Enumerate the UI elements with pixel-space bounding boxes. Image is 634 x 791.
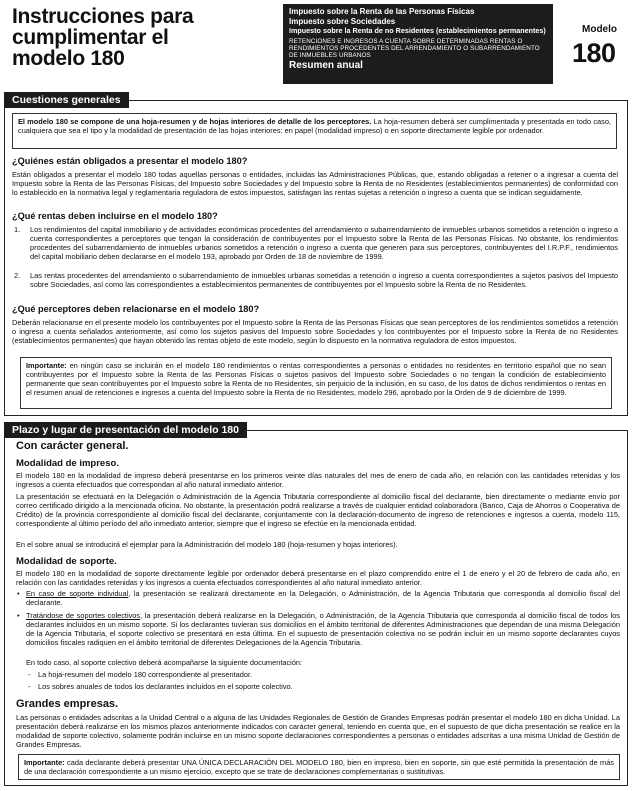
intro-box [12, 113, 617, 149]
modelo-number: 180 [572, 38, 616, 68]
heading-grandes-empresas: Grandes empresas. [16, 698, 119, 710]
question-rentas: ¿Qué rentas deben incluirse en el modelo 180? [12, 211, 218, 221]
question-perceptores: ¿Qué perceptores deben relacionarse en el modelo 180? [12, 304, 260, 314]
rentas-item-1: Los rendimientos del capital inmobiliario y de actividades económicas procedentes del arrendamiento o subarrendamiento de inmuebles urbanos sometidos a retención o ingreso a cuenta correspondientes a perceptores que tengan la consideración de contribuyentes por el Impuesto sobre la Renta de las Personas Físicas. No obstante, los rendimientos procedentes del subarrendamiento de inmuebles urbanos sometidos a retención o ingreso a cuenta que generen para sus perceptores, contribuyentes del I.R.P.F., rendimientos del capital mobiliario deben declararse en el modelo 193, aprobado por Orden de 18 de noviembre de 1999. [30, 225, 618, 261]
tax-line-sociedades: Impuesto sobre Sociedades [289, 16, 396, 26]
tax-description: RETENCIONES E INGRESOS A CUENTA SOBRE DETERMINADAS RENTAS O RENDIMIENTOS PROCEDENTES DEL ARRENDAMIENTO O SUBARRENDAMIENTO DE INMUEBLES URBANOS [289, 37, 540, 59]
bullet-1: • [17, 589, 20, 598]
importante-box-1 [20, 357, 612, 409]
bullet-2: • [17, 611, 20, 620]
question-obligados: ¿Quiénes están obligados a presentar el modelo 180? [12, 156, 248, 166]
document-title [12, 6, 274, 69]
soportes-colectivos-text: , la presentación deberá realizarse en la Delegación, o Administración, de la Agencia Tributaria que corresponda al domicilio fiscal de todos los declarantes incluidos en un mismo soporte. Si los declarantes tuvieran sus domicilios en el ámbito territorial de diferentes Administraciones que dependan de una misma Delegación de la Agencia Tributaria, el soporte colectivo se presentará en esta última. En el supuesto de presentación colectiva no se podrán incluir en un mismo soporte declarantes cuyos domicilios fiscales radiquen en el ámbito territorial de diferentes Delegaciones de la Agencia Tributaria. [26, 611, 620, 647]
title-line-1: Instrucciones para [12, 5, 194, 28]
soporte-para-1: El modelo 180 en la modalidad de soporte directamente legible por ordenador deberá presentarse en el plazo comprendido entre el 1 de enero y el 20 de febrero de cada año, en relación con las cantidades retenidas y los ingresos a cuenta efectuados correspondientes al año natural inmediato anterior. [16, 569, 620, 587]
modelo-label: Modelo [582, 24, 617, 35]
impreso-para-1: El modelo 180 en la modalidad de impreso deberá presentarse en los primeros veinte días naturales del mes de enero de cada año, en relación con las cantidades retenidas y los ingresos a cuenta efectuados que correspondan al año natural inmediato anterior. [16, 471, 620, 489]
soportes-colectivos-label: Tratándose de soportes colectivos [26, 611, 141, 620]
importante-text-1: en ningún caso se incluirán en el modelo 180 rendimientos o rentas correspondientes a personas o entidades no residentes en territorio español que no sean contribuyentes por el Impuesto sobre la Renta de las Personas Físicas o sujetos pasivos del Impuesto sobre Sociedades o no tengan la condición de establecimiento permanente que sean contribuyentes por el Impuesto sobre la Renta de no Residentes, sin perjuicio de la inclusión, en su caso, de los datos de dichos rendimientos o rentas en el resumen anual de retenciones e ingresos a cuenta del Impuesto sobre la Renta de no Residentes, modelo 296, aprobado por la Orden de 9 de diciembre de 1999. [26, 361, 606, 397]
title-line-2: cumplimentar el [12, 26, 169, 49]
para-perceptores: Deberán relacionarse en el presente modelo los contribuyentes por el Impuesto sobre la Renta de las Personas Físicas que sean perceptores de los rendimientos sometidos a retención o ingreso a cuenta señalados anteriormente, así como los sujetos pasivos del Impuesto sobre Sociedades y los contribuyentes por el Impuesto sobre la Renta de no Residentes (establecimientos permanentes) que hayan obtenido las rentas objeto de este modelo, según lo dispuesto en la normativa reguladora de estos impuestos. [12, 318, 618, 345]
intro-rest: La hoja-resumen deberá ser cumplimentada y presentada en todo caso, cualquiera que sea el tipo y la modalidad de presentación de las hojas interiores: en papel (modalidad impreso) o en soporte directamente legible por ordenador. [18, 117, 611, 135]
grandes-empresas-para: Las personas o entidades adscritas a la Unidad Central o a alguna de las Unidades Regionales de Gestión de Grandes Empresas podrán presentar el modelo 180 en dicha Unidad. La presentación deberá realizarse en los mismos plazos anteriormente indicados con carácter general, teniendo en cuenta que, en el supuesto de que dicha presentación se realice en la modalidad de soporte colectivo, solamente podrán incluirse en un mismo soporte declaraciones correspondientes a personas o entidades adscritas a una misma Unidad de Gestión de Grandes Empresas. [16, 713, 620, 749]
doc-item-1: La hoja-resumen del modelo 180 correspondiente al presentador. [38, 670, 253, 679]
item-number-1: 1. [14, 225, 21, 234]
importante-label-1: Importante: [26, 361, 67, 370]
soporte-individual [26, 589, 620, 607]
para-obligados: Están obligados a presentar el modelo 180 todas aquellas personas o entidades, incluidas las Administraciones Públicas, que, estando obligadas a retener o a ingresar a cuenta del Impuesto sobre la Renta de las Personas Físicas, del Impuesto sobre Sociedades y del Impuesto sobre la Renta de no Residentes (establecimientos permanentes) de conformidad con lo establecido en la normativa legal y reglamentaria reguladora de estos impuestos, satisfagan las rentas sujetas a retención o ingreso a cuenta que se indican seguidamente. [12, 170, 618, 197]
rentas-item-2: Las rentas procedentes del arrendamiento o subarrendamiento de inmuebles urbanas sometidas a retención o ingreso a cuenta correspondientes a sujetos pasivos del Impuesto sobre Sociedades, así como las correspondientes a establecimientos permanentes de contribuyentes por el Impuesto sobre la Renta de no Residentes. [30, 271, 618, 289]
importante-label-2: Importante: [24, 758, 65, 767]
impreso-para-2: La presentación se efectuará en la Delegación o Administración de la Agencia Tributaria correspondiente al domicilio fiscal del declarante, bien directamente o mediante envío por correo certificado dirigido a la mencionada oficina. No obstante, la presentación podrá realizarse a través de cualquier entidad colaboradora (Banco, Caja de Ahorros o Cooperativa de Crédito) de la provincia correspondiente al domicilio fiscal del declarante, conjuntamente con la declaración-documento de ingreso de retenciones e ingresos a cuenta, modelo 115, correspondiente al último período del año inmediato anterior, siempre que el ingreso se efectúe en la mencionada entidad. [16, 492, 620, 528]
section-tab-cuestiones: Cuestiones generales [4, 92, 129, 108]
heading-modalidad-impreso: Modalidad de impreso. [16, 458, 119, 469]
importante-box-2 [18, 754, 620, 780]
soportes-colectivos [26, 611, 620, 647]
soporte-individual-label: En caso de soporte individual [26, 589, 129, 598]
impreso-para-3: En el sobre anual se introducirá el ejemplar para la Administración del modelo 180 (hoja-resumen y hojas interiores). [16, 540, 398, 549]
heading-caracter-general: Con carácter general. [16, 440, 129, 452]
tax-header-box [283, 4, 553, 84]
dash-1: - [28, 670, 31, 679]
tax-line-no-residentes: Impuesto sobre la Renta de no Residentes (establecimientos permanentes) [289, 26, 546, 35]
tax-line-irpf: Impuesto sobre la Renta de las Personas Físicas [289, 7, 475, 16]
soporte-todo-caso: En todo caso, al soporte colectivo deberá acompañarse la siguiente documentación: [26, 658, 303, 667]
dash-2: - [28, 682, 31, 691]
item-number-2: 2. [14, 271, 21, 280]
heading-modalidad-soporte: Modalidad de soporte. [16, 556, 117, 567]
doc-item-2: Los sobres anuales de todos los declarantes incluidos en el soporte colectivo. [38, 682, 293, 691]
section-tab-plazo: Plazo y lugar de presentación del modelo 180 [4, 422, 247, 438]
intro-bold: El modelo 180 se compone de una hoja-resumen y de hojas interiores de detalle de los perceptores. [18, 117, 372, 126]
resumen-anual: Resumen anual [289, 60, 363, 72]
soporte-individual-text: , la presentación se realizará directamente en la Delegación, o Administración, de la Agencia Tributaria que corresponda al domicilio fiscal del declarante. [26, 589, 620, 607]
title-line-3: modelo 180 [12, 47, 125, 70]
importante-text-2: cada declarante deberá presentar UNA ÚNICA DECLARACIÓN DEL MODELO 180, bien en impreso, bien en soporte, sin que esté permitida la presentación de más de una declaración correspondiente a un mismo ejercicio, excepto que se trate de declaraciones complementarias o sustitutivas. [24, 758, 614, 776]
